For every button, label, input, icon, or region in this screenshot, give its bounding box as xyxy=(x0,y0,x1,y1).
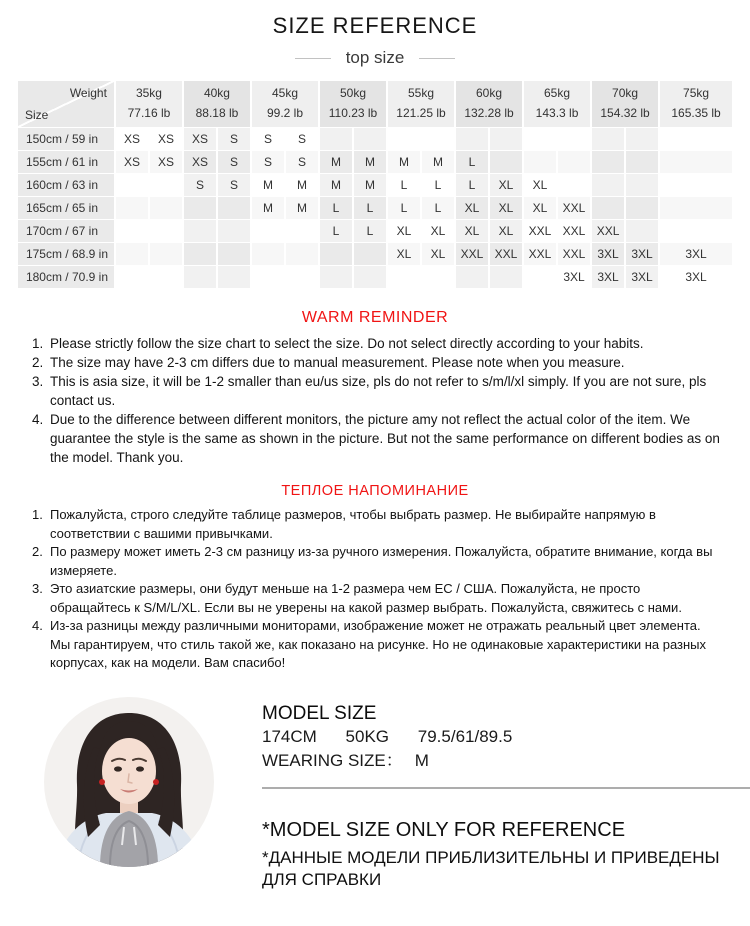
size-cell xyxy=(184,197,216,219)
item-number: 1. xyxy=(32,336,44,351)
size-cell: M xyxy=(286,197,318,219)
model-bust-waist-hip: 79.5/61/89.5 xyxy=(417,726,513,746)
warm-reminder-ru-section xyxy=(0,483,750,673)
wearing-size-label: WEARING SIZE： xyxy=(262,750,403,770)
row-label: 155cm / 61 in xyxy=(18,151,114,173)
warm-reminder-heading-ru: ТЕПЛОЕ НАПОМИНАНИЕ xyxy=(281,483,469,499)
corner-weight-label: Weight xyxy=(69,86,107,100)
size-cell xyxy=(150,197,182,219)
size-cell: L xyxy=(354,197,386,219)
size-cell: XXL xyxy=(490,243,522,265)
size-cell xyxy=(354,243,386,265)
size-cell: L xyxy=(456,174,488,196)
size-cell: M xyxy=(252,197,284,219)
size-row xyxy=(18,243,732,265)
size-cell: L xyxy=(320,197,352,219)
corner-weight-size-cell xyxy=(18,81,114,127)
size-cell xyxy=(558,128,590,150)
page-header xyxy=(0,0,750,68)
size-cell: XS xyxy=(150,151,182,173)
weight-col-header: 55kg 121.25 lb xyxy=(388,81,454,127)
reminder-item xyxy=(32,334,722,353)
size-cell xyxy=(592,151,624,173)
item-text: По размеру может иметь 2-3 см разницу из-за ручного измерения. Пожалуйста, обратите внимание, когда вы измеряете. xyxy=(50,544,713,578)
size-cell xyxy=(320,128,352,150)
row-label: 175cm / 68.9 in xyxy=(18,243,114,265)
size-cell: XL xyxy=(524,174,556,196)
reminder-item xyxy=(32,410,722,467)
size-cell xyxy=(184,220,216,242)
row-label: 170cm / 67 in xyxy=(18,220,114,242)
size-cell: S xyxy=(252,128,284,150)
size-cell: L xyxy=(388,197,420,219)
size-cell xyxy=(456,266,488,288)
model-size-info xyxy=(262,697,750,891)
size-cell: S xyxy=(252,151,284,173)
model-photo xyxy=(44,697,214,867)
size-cell xyxy=(626,197,658,219)
size-row xyxy=(18,197,732,219)
size-cell xyxy=(184,243,216,265)
weight-col-header: 60kg 132.28 lb xyxy=(456,81,522,127)
size-cell: 3XL xyxy=(660,266,732,288)
size-cell: S xyxy=(286,151,318,173)
size-cell xyxy=(320,243,352,265)
item-text: Из-за разницы между различными мониторами, изображение может не отражать реальный цвет элемента. Мы гарантируем, что стиль такой же, как показано на рисунке. Но не одинаковые характеристики на разных корпусах, как на модели. Вам спасибо! xyxy=(50,618,707,670)
size-cell: L xyxy=(388,174,420,196)
size-cell xyxy=(218,243,250,265)
item-number: 4. xyxy=(32,412,44,427)
size-cell: L xyxy=(456,151,488,173)
size-cell: M xyxy=(286,174,318,196)
warm-reminder-en-section xyxy=(0,309,750,467)
weight-col-header: 75kg 165.35 lb xyxy=(660,81,732,127)
size-cell: S xyxy=(218,174,250,196)
size-cell: S xyxy=(286,128,318,150)
size-cell xyxy=(116,197,148,219)
size-cell xyxy=(490,151,522,173)
size-cell: XXL xyxy=(592,220,624,242)
size-cell: 3XL xyxy=(626,243,658,265)
size-cell xyxy=(252,220,284,242)
size-cell: S xyxy=(184,174,216,196)
reminder-item xyxy=(32,506,722,543)
size-cell xyxy=(558,151,590,173)
subtitle xyxy=(0,48,750,68)
subtitle-dash-right-icon xyxy=(419,58,455,59)
model-measurements xyxy=(262,725,750,749)
item-text: The size may have 2-3 cm differs due to manual measurement. Please note when you measure. xyxy=(50,355,625,370)
size-cell xyxy=(490,128,522,150)
size-cell xyxy=(626,128,658,150)
size-cell: M xyxy=(252,174,284,196)
weight-col-header: 65kg 143.3 lb xyxy=(524,81,590,127)
subtitle-dash-left-icon xyxy=(295,58,331,59)
size-cell xyxy=(660,128,732,150)
model-height: 174CM xyxy=(262,726,317,746)
size-cell xyxy=(218,220,250,242)
size-cell: XS xyxy=(184,128,216,150)
size-cell xyxy=(660,197,732,219)
size-cell xyxy=(116,220,148,242)
size-cell: XL xyxy=(422,220,454,242)
size-row xyxy=(18,220,732,242)
size-cell xyxy=(558,174,590,196)
size-cell xyxy=(524,266,556,288)
size-cell xyxy=(524,128,556,150)
size-cell xyxy=(286,220,318,242)
size-cell xyxy=(626,151,658,173)
size-cell: XS xyxy=(116,151,148,173)
model-wearing-size xyxy=(262,749,750,773)
size-cell xyxy=(354,266,386,288)
size-cell xyxy=(354,128,386,150)
size-cell: L xyxy=(422,197,454,219)
size-cell xyxy=(524,151,556,173)
size-cell xyxy=(218,197,250,219)
size-cell xyxy=(592,128,624,150)
item-number: 4. xyxy=(32,618,43,633)
item-text: Пожалуйста, строго следуйте таблице размеров, чтобы выбрать размер. Не выбирайте напрямую в соответствии с вашими привычками. xyxy=(50,507,656,541)
row-label: 165cm / 65 in xyxy=(18,197,114,219)
size-row xyxy=(18,266,732,288)
size-cell: S xyxy=(218,151,250,173)
divider-line xyxy=(262,787,750,789)
reminder-item xyxy=(32,353,722,372)
size-cell xyxy=(286,266,318,288)
size-cell xyxy=(150,243,182,265)
item-number: 3. xyxy=(32,374,44,389)
size-cell: XXL xyxy=(558,243,590,265)
size-cell: M xyxy=(320,174,352,196)
weight-col-header: 40kg 88.18 lb xyxy=(184,81,250,127)
size-cell xyxy=(320,266,352,288)
size-cell: XL xyxy=(388,220,420,242)
item-number: 3. xyxy=(32,581,43,596)
size-row xyxy=(18,174,732,196)
weight-col-header: 70kg 154.32 lb xyxy=(592,81,658,127)
size-table xyxy=(16,80,734,289)
size-cell xyxy=(388,128,420,150)
size-cell: XS xyxy=(184,151,216,173)
size-cell: XS xyxy=(150,128,182,150)
size-cell: XL xyxy=(456,220,488,242)
size-cell: XL xyxy=(490,174,522,196)
size-cell xyxy=(116,174,148,196)
page-title: SIZE REFERENCE xyxy=(272,13,478,38)
row-label: 160cm / 63 in xyxy=(18,174,114,196)
size-cell: 3XL xyxy=(660,243,732,265)
size-cell: M xyxy=(388,151,420,173)
item-number: 2. xyxy=(32,544,43,559)
size-cell xyxy=(150,174,182,196)
warm-reminder-heading-en: WARM REMINDER xyxy=(301,309,449,326)
model-weight: 50KG xyxy=(345,726,390,746)
size-cell xyxy=(660,220,732,242)
size-cell: 3XL xyxy=(592,266,624,288)
model-footnote-ru: *ДАННЫЕ МОДЕЛИ ПРИБЛИЗИТЕЛЬНЫ И ПРИВЕДЕНЫ ДЛЯ СПРАВКИ xyxy=(262,847,720,889)
size-cell xyxy=(388,266,420,288)
wearing-size-value: M xyxy=(414,750,429,770)
reminder-item xyxy=(32,543,722,580)
size-cell: XL xyxy=(524,197,556,219)
model-footnote-en: *MODEL SIZE ONLY FOR REFERENCE xyxy=(262,818,626,841)
size-cell: XXL xyxy=(456,243,488,265)
item-text: Это азиатские размеры, они будут меньше на 1-2 размера чем ЕС / США. Пожалуйста, не просто обращайтесь к S/M/L/XL. Если вы не уверены на какой размер выбрать. Пожалуйста, свяжитесь с нами. xyxy=(50,581,682,615)
size-cell xyxy=(660,151,732,173)
weight-col-header: 35kg 77.16 lb xyxy=(116,81,182,127)
size-cell: M xyxy=(354,174,386,196)
model-size-section xyxy=(0,697,750,891)
size-cell: L xyxy=(320,220,352,242)
size-cell: XL xyxy=(422,243,454,265)
item-number: 1. xyxy=(32,507,43,522)
size-cell: XS xyxy=(116,128,148,150)
size-cell xyxy=(626,174,658,196)
size-cell: XL xyxy=(456,197,488,219)
size-cell: M xyxy=(354,151,386,173)
size-cell xyxy=(252,266,284,288)
size-cell: XXL xyxy=(524,243,556,265)
size-cell: M xyxy=(320,151,352,173)
size-cell xyxy=(286,243,318,265)
size-cell: L xyxy=(354,220,386,242)
size-cell xyxy=(116,266,148,288)
size-cell: XL xyxy=(490,197,522,219)
size-cell: XXL xyxy=(558,220,590,242)
size-cell: L xyxy=(422,174,454,196)
size-cell xyxy=(626,220,658,242)
size-cell xyxy=(456,128,488,150)
size-cell xyxy=(116,243,148,265)
size-cell: XL xyxy=(388,243,420,265)
size-cell: 3XL xyxy=(558,266,590,288)
reminder-item xyxy=(32,580,722,617)
size-cell: 3XL xyxy=(626,266,658,288)
size-row xyxy=(18,128,732,150)
size-cell xyxy=(422,266,454,288)
size-cell xyxy=(184,266,216,288)
size-cell xyxy=(150,220,182,242)
row-label: 150cm / 59 in xyxy=(18,128,114,150)
size-cell xyxy=(592,174,624,196)
warm-reminder-list-en xyxy=(32,334,722,467)
subtitle-text: top size xyxy=(345,48,405,67)
size-cell xyxy=(490,266,522,288)
warm-reminder-list-ru xyxy=(32,506,722,673)
size-cell: XXL xyxy=(558,197,590,219)
reminder-item xyxy=(32,617,722,673)
row-label: 180cm / 70.9 in xyxy=(18,266,114,288)
size-cell xyxy=(252,243,284,265)
reminder-item xyxy=(32,372,722,410)
item-text: Please strictly follow the size chart to select the size. Do not select directly according to your habits. xyxy=(50,336,644,351)
item-text: This is asia size, it will be 1-2 smaller than eu/us size, pls do not refer to s/m/l/xl simply. If you are not sure, pls contact us. xyxy=(50,374,707,408)
corner-size-label: Size xyxy=(24,108,49,122)
item-text: Due to the difference between different monitors, the picture amy not reflect the actual color of the item. We guarantee the style is the same as shown in the picture. But not the same performance on different bodies as on the model. Thank you. xyxy=(50,412,720,465)
size-cell: M xyxy=(422,151,454,173)
size-cell xyxy=(422,128,454,150)
size-cell: XXL xyxy=(524,220,556,242)
size-cell: 3XL xyxy=(592,243,624,265)
model-size-heading: MODEL SIZE xyxy=(262,702,377,724)
item-number: 2. xyxy=(32,355,44,370)
size-cell xyxy=(592,197,624,219)
size-cell xyxy=(660,174,732,196)
size-cell xyxy=(150,266,182,288)
weight-col-header: 50kg 110.23 lb xyxy=(320,81,386,127)
size-cell: S xyxy=(218,128,250,150)
size-row xyxy=(18,151,732,173)
size-cell xyxy=(218,266,250,288)
size-cell: XL xyxy=(490,220,522,242)
weight-col-header: 45kg 99.2 lb xyxy=(252,81,318,127)
